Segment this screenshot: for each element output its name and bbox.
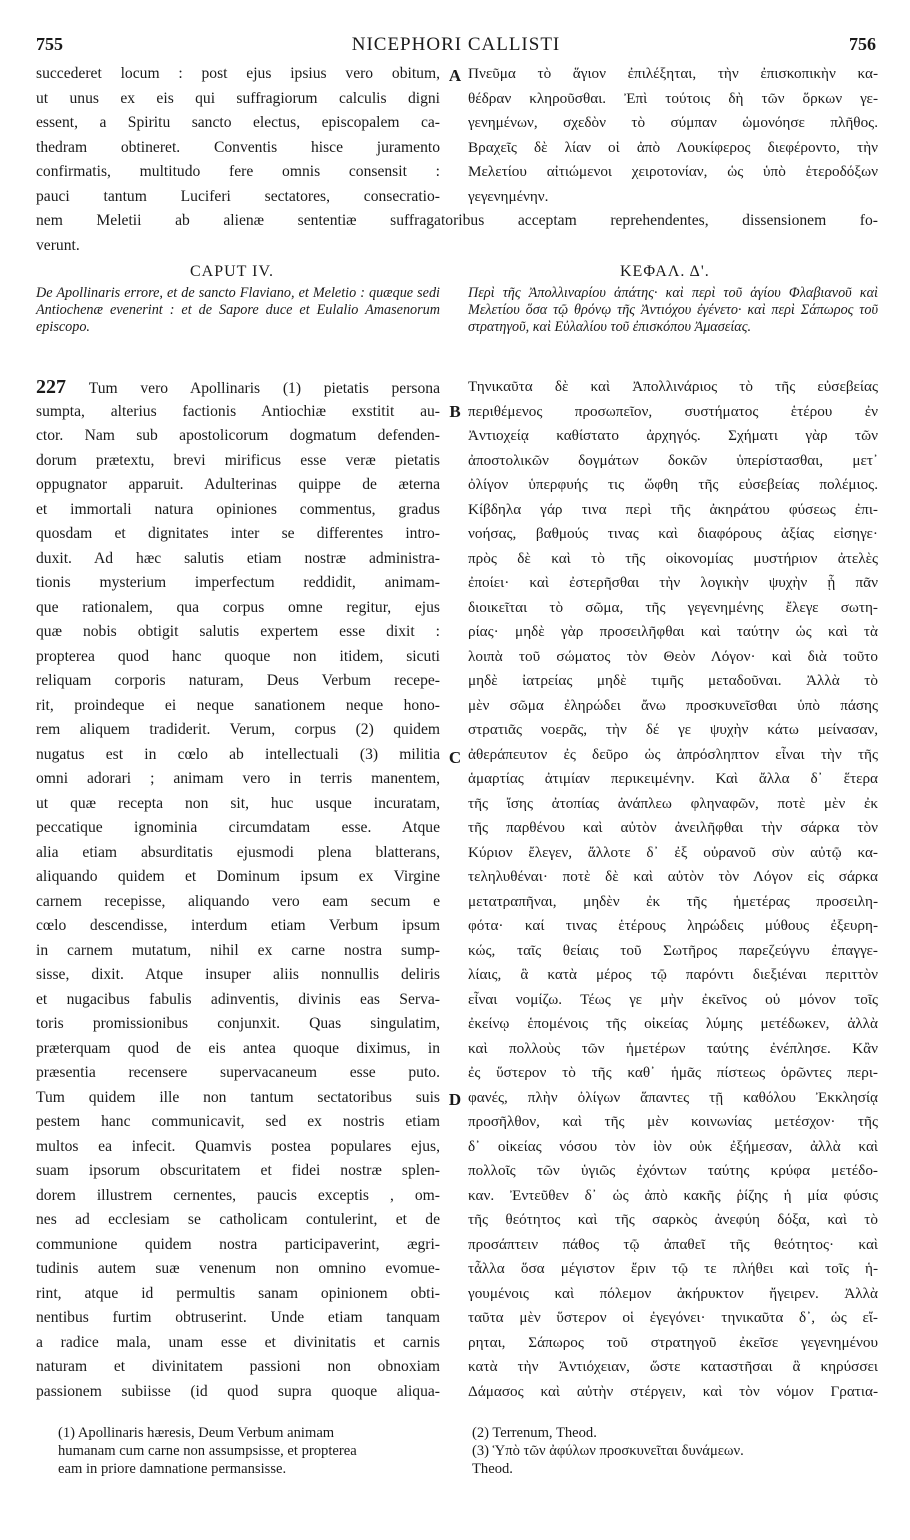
text-line: πρὸς δὲ καὶ τὸ τῆς οἰκονομίας μυστήριον ἀτελὲς [468,549,878,567]
text-line: Ἀντιοχείᾳ καθίστατο ἀρχηγός. Σχήματι γὰρ τῶν [468,427,878,444]
text-line: μηδὲ ἰατρείας μηδὲ τιμῆς μεταδοῦναι. Ἀλλὰ τὸ [468,672,878,689]
text-line: ἀποστολικῶν δογμάτων δοκῶν ὑπερίστασθαι, μετ᾽ [468,451,878,469]
text-line: et nugacibus fabulis adinventis, divinis eas Serva- [36,990,440,1008]
footnote-line: (2) Terrenum, Theod. [472,1425,597,1441]
text-line: passionem subiisse (id quod supra quoque aliqua- [36,1382,440,1400]
text-line: εἶναι νομίζω. Τέως γε μὴν ἐκεῖνος οὐ μόνον τοῖς [468,990,878,1008]
text-line: rit, proindeque ei neque sanationem neque hono- [36,696,440,714]
text-line: dorum prætextu, brevi mirificus esse veræ pietatis [36,451,440,469]
text-line: Κύριον ἔλεγεν, ἄλλοτε δ᾽ ἐξ οὐρανοῦ σὺν αὐτῷ κα- [468,843,878,861]
text-line: προσάπτειν πάθος τῷ ἀπαθεῖ τῆς θεότητος· καὶ [468,1235,878,1253]
text-line: præsentia recensere supervacaneum esse puto. [36,1064,440,1081]
latin-body-column [36,375,440,1404]
chapter-summary-greek: Περὶ τῆς Ἀπολλιναρίου ἀπάτης· καὶ περὶ τοῦ ἁγίου Φλαβιανοῦ καὶ Μελετίου ὅσα τῷ θρόνῳ τῆς Ἀντιόχου ἐγένετο· καὶ περὶ Σάπωρος τοῦ στρατηγοῦ, καὶ Εὐλαλίου τοῦ ἐπισκόπου Ἀμασείας. [468,285,878,335]
greek-body-column [468,375,878,1404]
text-line: Tum quidem ille non tantum sectatoribus suis [36,1088,440,1106]
text-line: essent, a Spiritu sancto electus, episcopalem ca- [36,114,440,131]
text-line: προσῆλθον, καὶ τῆς μὲν κοινωνίας μετέσχον· τῆς [468,1113,878,1130]
text-line: ρηται, Σάπωρος τοῦ στρατηγοῦ ἐκεῖσε γεγενημένου [468,1333,878,1351]
page-number-left: 755 [36,34,63,54]
text-line: confirmatis, multitudo fere omnis consensit : [36,163,440,180]
text-line: ὀλίγον ὑπερφυής τις ὤφθη τῆς εὐσεβείας πολέμιος. [468,476,878,493]
text-line: γενημένων, σχεδὸν τὸ σύμπαν ὡμονόησε πλῆθος. [468,114,878,131]
text-line: toris promissionibus conjunxit. Quas singulatim, [36,1015,440,1032]
footnote-line: eam in priore damnatione permansisse. [58,1461,287,1477]
text-line: τῆς ἴσης ἀτοπίας ἀνάπλεω φληναφῶν, ποτὲ μὲν ἐκ [468,794,878,812]
text-line: duxit. Ad hæc salutis etiam nostræ administra- [36,549,440,567]
text-line: Δάμασος καὶ αὐτὴν στέργειν, καὶ τὸν νόμον Γρατια- [468,1382,878,1400]
text-line: ρίας· μηδὲ γὰρ προσειλῆφθαι καὶ ταύτην ὡς καὶ τὰ [468,623,878,640]
top-greek-column [468,62,878,209]
text-line: περιθέμενος προσωπεῖον, συστήματος ἑτέρου ἐν [468,402,878,420]
text-line: πολλοῖς τῶν ὑγιῶς ἐχόντων ταύτης κρύφα μετέδο- [468,1162,878,1179]
text-line: κατὰ τὴν Ἀντιόχειαν, ὥστε καταστῆσαι ἃ κηρύσσει [468,1358,878,1375]
text-line: quæ nobis obtigit salutis expertem esse dixit : [36,623,440,640]
text-line: δ᾽ οἰκείας νόσου τὸν ἰὸν οὐκ ἐξήμεσαν, ἀλλὰ καὶ [468,1137,878,1155]
footnotes-right [472,1424,882,1478]
text-line: nugatus est in cœlo ab intellectuali (3) militia [36,745,440,763]
text-line: μετατραπῆναι, μηδὲν ἐκ τῆς ἡμετέρας προσειλη- [468,892,878,910]
text-line: nentibus furtim obtruserint. Unde etiam tanquam [36,1309,440,1326]
text-line: verunt. [36,236,80,254]
text-line: que rationalem, qua corpus omne regitur, ejus [36,598,440,616]
text-line: ctor. Nam sub apostolicorum dogmatum defenden- [36,427,440,444]
text-line: μὲν σῶμα ἐληρώδει ἄνω προσκυνεῖσθαι ὑπὸ πάσης [468,696,878,714]
text-line: in carnem mutatum, nihil ex carne nostra sump- [36,941,440,959]
footnote-line: humanam cum carne non assumpsisse, et propterea [58,1443,357,1459]
text-line: καὶ πολλοὺς τῶν ἡμετέρων ταύτης ἐνέπλησε. Κἂν [468,1039,878,1057]
text-line: naturam et divinitatem passioni non obnoxiam [36,1358,440,1375]
text-line: propterea quod hanc quoque non itidem, sicuti [36,647,440,665]
chapter-summary-latin: De Apollinaris errore, et de sancto Flaviano, et Meletio : quæque sedi Antiochenæ evenerint : et de Sapore duce et Eulalio Amasenorum episcopo. [36,285,440,335]
text-line: a radice mala, unam esse et divinitatis et carnis [36,1333,440,1351]
footnote-line: (1) Apollinaris hæresis, Deum Verbum animam [58,1425,335,1441]
text-line: communione quidem nostra participaverint, ægri- [36,1235,440,1253]
text-line: oppugnator apparuit. Adulterinas quippe de æterna [36,476,440,493]
text-line: dorem illustrem cernentes, paucis exceptis , om- [36,1186,440,1204]
chapter-heading-latin: CAPUT IV. [190,263,274,280]
text-line: ut unus ex eis qui suffragiorum calculis digni [36,89,440,107]
text-line: omni adorari ; animam vero in terris manentem, [36,770,440,787]
text-line: aliquando quidem et Dominum ipsum ex Virgine [36,868,440,885]
text-line: Μελετίου αἰτιώμενοι χειροτονίαν, ὡς ὑπὸ ἑτεροδόξων [468,163,878,180]
section-number: 227 [36,376,66,398]
text-line: Κίβδηλα γάρ τινα περὶ τῆς ἀκηράτου φύσεως ἐπι- [468,500,878,518]
text-line: tudinis autem suæ venenum non omnino evomue- [36,1260,440,1277]
text-line: pestem hanc communicavit, sed ex nostris etiam [36,1113,440,1130]
full-width-continuation [36,209,878,258]
text-line: tionis mysterium imperfectum reddidit, animam- [36,574,440,591]
text-line: Πνεῦμα τὸ ἅγιον ἐπιλέξηται, τὴν ἐπισκοπικὴν κα- [468,65,878,82]
text-line: τεληλυθέναι· ποτὲ δὲ καὶ αὐτὸν τὸν Λόγον εἰς σάρκα [468,868,878,885]
text-line: φότα· καί τινας ἑτέρους ληρώδεις μύθους ἐξευρη- [468,917,878,934]
margin-marker-b: B [449,402,461,421]
text-line: nes ad ecclesiam se catholicam contulerint, et de [36,1211,440,1228]
text-line: quosdam et dignitates inter se differentes intro- [36,525,440,542]
footnote-line: Theod. [472,1461,513,1477]
text-line: rint, atque id permultis sanam opinionem obti- [36,1284,440,1302]
page-number-right: 756 [849,34,876,54]
text-line: τῆς θεότητος καὶ τῆς σαρκὸς ἀνεφύη δόξα, καὶ τὸ [468,1211,878,1228]
text-line: ut quæ recepta non sit, huc usque incuratam, [36,794,440,812]
text-line: ἁμαρτίας ἀτιμίαν περικειμένην. Καὶ ἄλλα δ᾽ ἕτερα [468,770,878,787]
text-line: Τηνικαῦτα δὲ καὶ Ἀπολλινάριος τὸ τῆς εὐσεβείας [468,378,878,395]
text-line: alia etiam absurditatis ejusmodi plena blatterans, [36,843,440,861]
text-line: sumpta, alterius factionis Antiochiæ exstitit au- [36,402,440,420]
text-line: cœlo descendisse, interdum etiam Verbum ipsum [36,917,440,934]
margin-marker-a: A [448,66,462,85]
text-line: ἐποίει· καὶ ἐστερῆσθαι τὴν λογικὴν ψυχὴν ᾗ πᾶν [468,574,878,591]
page-header [36,34,876,60]
text-line: præterquam quod de eis antea quoque diximus, in [36,1039,440,1057]
text-line: διοικεῖται τὸ σῶμα, τῆς γεγενημένης ἔλεγε σωτη- [468,598,878,616]
top-latin-column [36,62,440,209]
text-line: γουμένοις καὶ πόλεμον ἀκήρυκτον ἤγειρεν. Ἀλλὰ [468,1284,878,1302]
margin-marker-c: C [448,748,462,767]
footnote-line: (3) Ὑπὸ τῶν ἀφύλων προσκυνεῖται δυνάμεων. [472,1443,744,1459]
text-line: τῆς παρθένου καὶ αὐτὸν ἀνειλῆφθαι τὴν σάρκα τὸν [468,819,878,836]
text-line: κώς, ταῖς θείαις τοῦ Σωτῆρος παρεζεύγνυ ἐπαγγε- [468,941,878,959]
text-line: succederet locum : post ejus ipsius vero obitum, [36,65,440,82]
text-line: καν. Ἐντεῦθεν δ᾽ ὡς ἀπὸ κακῆς ῥίζης ἡ μία φύσις [468,1186,878,1204]
running-title: NICEPHORI CALLISTI [351,34,561,55]
text-line: ταῦτα μὲν ὕστερον οἱ ἐγεγόνει· τηνικαῦτα δ᾽, ὡς εἴ- [468,1309,878,1326]
chapter-heading-greek: ΚΕΦΑΛ. Δ'. [620,263,710,280]
footnotes-left [58,1424,448,1478]
text-line: γεγενημένην. [468,187,549,205]
text-line: Βραχεῖς δὲ λίαν οἱ ἀπὸ Λουκίφερος διεφέροντο, τὴν [468,138,878,156]
text-line: pauci tantum Luciferi sectatores, consecratio- [36,187,440,205]
text-line: et immortali natura opiniones commentus, gradus [36,500,440,518]
margin-marker-d: D [448,1090,462,1109]
text-line: peccatique ignominia circumdatam esse. Atque [36,819,440,836]
text-line: ἐκείνῳ ἑπομένοις τῆς οἰκείας λύμης μετέδωκεν, ἀλλὰ [468,1015,878,1032]
text-line: νοήσας, βαθμούς τινας καὶ διαφόρους ἀξίας εἰσηγε· [468,525,878,542]
text-line: φανές, πλὴν ὀλίγων ἅπαντες τῇ καθόλου Ἐκκλησίᾳ [468,1088,878,1106]
text-line: Tum vero Apollinaris (1) pietatis persona [88,380,440,397]
text-line: ἐς ὕστερον τὸ τῆς καθ᾽ ἡμᾶς πίστεως ὁρῶντες περι- [468,1064,878,1081]
text-line: ἀθεράπευτον ἐς δεῦρο ὡς ἀπρόσληπτον εἶναι τὴν τῆς [468,745,878,763]
text-line: nem Meletii ab alienæ sententiæ suffragatoribus acceptam reprehendentes, dissensionem fo- [36,212,878,229]
text-line: sisse, dixit. Atque insuper aliis nonnullis deliris [36,966,440,983]
text-line: multos ea infecit. Quamvis postea populares ejus, [36,1137,440,1155]
text-line: λίαις, ἃ κατὰ μέρος τῷ παρόντι διεξιέναι περιττὸν [468,966,878,983]
text-line: λοιπὰ τοῦ σώματος τὸν Θεὸν Λόγον· καὶ διὰ τοῦτο [468,647,878,665]
text-line: στρατιᾶς νοερᾶς, τὴν δέ γε ψυχὴν κάτω μείνασαν, [468,721,878,738]
text-line: thedram obtineret. Conventis hisce juramento [36,138,440,156]
text-line: τἆλλα ὅσα μέγιστον ἔριν τῷ τε πλήθει καὶ τοῖς ἡ- [468,1260,878,1277]
text-line: carnem recepisse, aliquando vero eam secum e [36,892,440,910]
text-line: rem aliquem tradiderit. Verum, corpus (2) quidem [36,721,440,738]
text-line: reliquam corporis naturam, Deus Verbum recepe- [36,672,440,689]
text-line: θέδραν κληροῦσθαι. Ἐπὶ τούτοις δὴ τῶν ὅρκων γε- [468,89,878,107]
text-line: suam ipsorum obscuritatem et fidei nostræ splen- [36,1162,440,1179]
